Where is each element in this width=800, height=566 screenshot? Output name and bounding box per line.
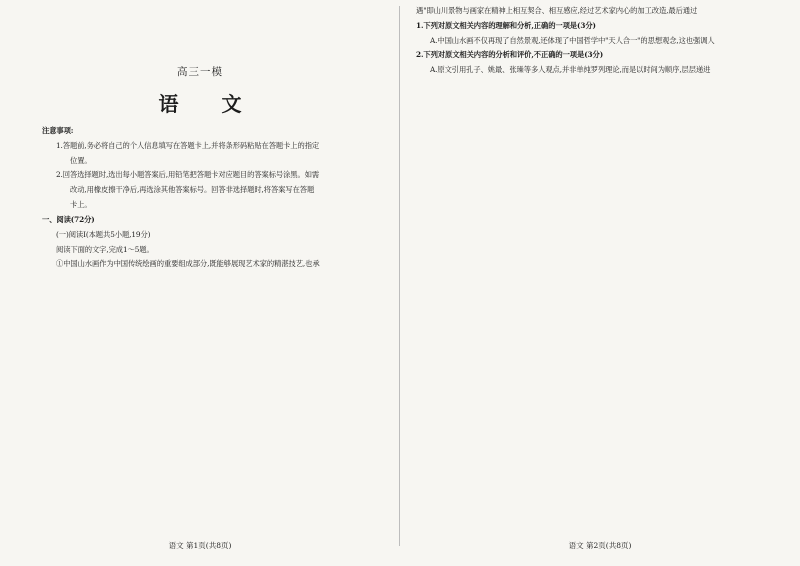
note-line: 2.回答选择题时,选出每小题答案后,用铅笔把答题卡对应题目的答案标号涂黑。如需 [56, 170, 320, 180]
note-line: 卡上。 [70, 199, 92, 209]
text-line: A.原文引用孔子、姚最、张璪等多人观点,并非单纯罗列理论,而是以时间为顺序,层层递进 [430, 65, 711, 75]
text-line: 遇"即山川景物与画家在精神上相互契合、相互感应,经过艺术家内心的加工改造,最后通过 [416, 6, 698, 15]
note-line: 改动,用橡皮擦干净后,再选涂其他答案标号。回答非选择题时,将答案写在答题 [70, 185, 315, 195]
notes-heading: 注意事项: [42, 126, 74, 135]
question-1-stem: 1.下列对原文相关内容的理解和分析,正确的一项是(3分) [416, 20, 596, 30]
instruction: 阅读下面的文字,完成1～5题。 [56, 244, 154, 254]
section-heading: 一、阅读(72分) [42, 215, 95, 224]
note-line: 位置。 [70, 155, 92, 165]
passage-right-block [416, 4, 788, 78]
right-page [400, 0, 800, 566]
subject-title: 语 文 [158, 92, 260, 116]
sub-section-heading: (一)阅读Ⅰ(本题共5小题,19分) [56, 229, 151, 239]
text-line: ①中国山水画作为中国传统绘画的重要组成部分,既能够展现艺术家的精湛技艺,也承 [56, 259, 320, 269]
exam-title: 高三一模 [177, 66, 223, 78]
page-footer: 语文 第2页(共8页) [568, 541, 632, 550]
reading-block [42, 213, 388, 272]
note-line: 1.答题前,务必将自己的个人信息填写在答题卡上,并将条形码粘贴在答题卡上的指定 [56, 140, 320, 150]
notes-block [42, 124, 388, 213]
question-1-options [416, 34, 788, 49]
passage-right [416, 4, 788, 19]
question-2-stem: 2.下列对原文相关内容的分析和评价,不正确的一项是(3分) [416, 50, 604, 60]
question-2-options [416, 63, 788, 78]
text-line: A.中国山水画不仅再现了自然景观,还体现了中国哲学中"天人合一"的思想观念,这也强调人 [430, 35, 715, 45]
passage-left [42, 257, 388, 272]
page-footer: 语文 第1页(共8页) [168, 541, 232, 550]
